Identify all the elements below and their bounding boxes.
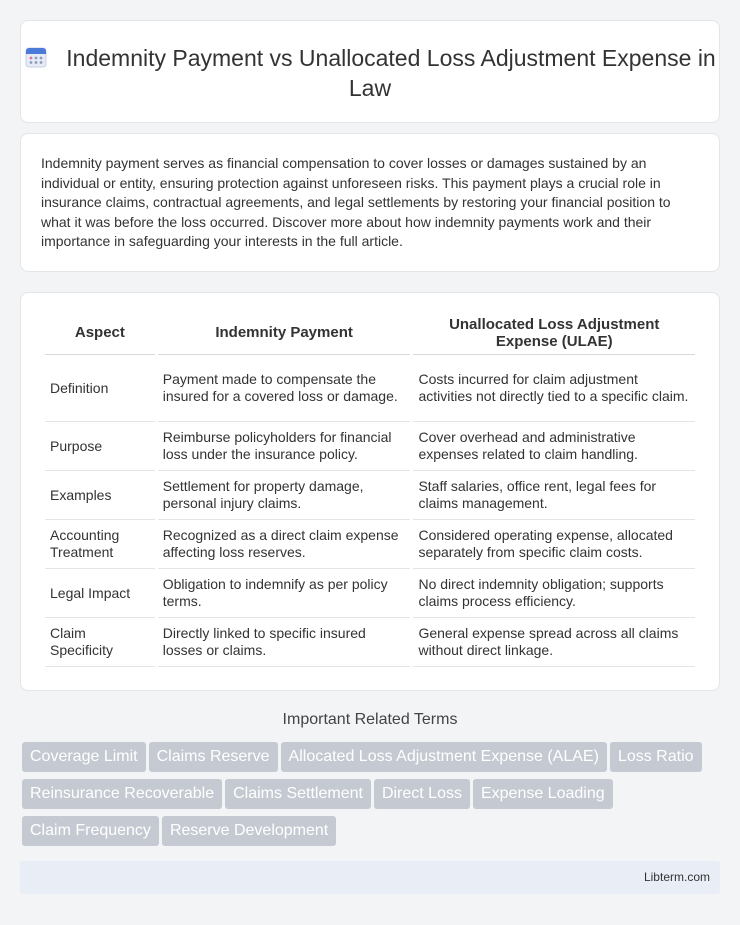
row-ulae: Costs incurred for claim adjustment activities not directly tied to a specific claim. — [413, 355, 695, 422]
row-aspect: Legal Impact — [45, 569, 155, 618]
row-indemnity: Payment made to compensate the insured for a covered loss or damage. — [158, 355, 411, 422]
row-aspect: Claim Specificity — [45, 618, 155, 667]
intro-card — [20, 133, 720, 272]
header-aspect: Aspect — [45, 311, 155, 355]
term-tag[interactable]: Claims Reserve — [149, 742, 278, 772]
intro-paragraph: Indemnity payment serves as financial compensation to cover losses or damages sustained by an individual or entity, ensuring protection against unforeseen risks. This payment plays a crucial role in insurance claims, contractual agreements, and legal settlements by restoring your financial position to what it was before the loss occurred. Discover more about how indemnity payments work and their importance in safeguarding your interests in the full article. — [41, 155, 671, 250]
row-aspect: Examples — [45, 471, 155, 520]
row-aspect: Definition — [45, 355, 155, 422]
term-tag[interactable]: Reserve Development — [162, 816, 336, 846]
row-indemnity: Obligation to indemnify as per policy terms. — [158, 569, 411, 618]
row-indemnity: Recognized as a direct claim expense affecting loss reserves. — [158, 520, 411, 569]
related-terms-heading: Important Related Terms — [282, 711, 458, 728]
table-row — [45, 569, 695, 618]
table-header-row — [45, 311, 695, 355]
table-row — [45, 355, 695, 422]
footer — [20, 861, 720, 894]
row-ulae: Cover overhead and administrative expenses related to claim handling. — [413, 422, 695, 471]
table-row — [45, 422, 695, 471]
row-ulae: General expense spread across all claims without direct linkage. — [413, 618, 695, 667]
row-aspect: Purpose — [45, 422, 155, 471]
term-tag[interactable]: Claim Frequency — [22, 816, 159, 846]
row-ulae: Considered operating expense, allocated separately from specific claim costs. — [413, 520, 695, 569]
calendar-icon — [24, 45, 48, 69]
row-ulae: Staff salaries, office rent, legal fees for claims management. — [413, 471, 695, 520]
row-indemnity: Settlement for property damage, personal injury claims. — [158, 471, 411, 520]
row-ulae: No direct indemnity obligation; supports claims process efficiency. — [413, 569, 695, 618]
row-aspect: Accounting Treatment — [45, 520, 155, 569]
comparison-table — [42, 311, 698, 667]
header-ulae: Unallocated Loss Adjustment Expense (ULAE) — [413, 311, 695, 355]
table-row — [45, 618, 695, 667]
comparison-card — [20, 292, 720, 691]
related-terms-list — [22, 742, 722, 853]
row-indemnity: Directly linked to specific insured losses or claims. — [158, 618, 411, 667]
term-tag[interactable]: Reinsurance Recoverable — [22, 779, 222, 809]
row-indemnity: Reimburse policyholders for financial loss under the insurance policy. — [158, 422, 411, 471]
footer-site-link[interactable]: Libterm.com — [643, 870, 710, 884]
term-tag[interactable]: Direct Loss — [374, 779, 470, 809]
page-title-block — [21, 43, 719, 103]
term-tag[interactable]: Allocated Loss Adjustment Expense (ALAE) — [281, 742, 607, 772]
title-card — [20, 20, 720, 123]
table-row — [45, 471, 695, 520]
term-tag[interactable]: Coverage Limit — [22, 742, 146, 772]
page-title: Indemnity Payment vs Unallocated Loss Adjustment Expense in Law — [66, 45, 716, 101]
term-tag[interactable]: Claims Settlement — [225, 779, 371, 809]
table-row — [45, 520, 695, 569]
term-tag[interactable]: Expense Loading — [473, 779, 613, 809]
term-tag[interactable]: Loss Ratio — [610, 742, 702, 772]
header-indemnity-payment: Indemnity Payment — [158, 311, 411, 355]
